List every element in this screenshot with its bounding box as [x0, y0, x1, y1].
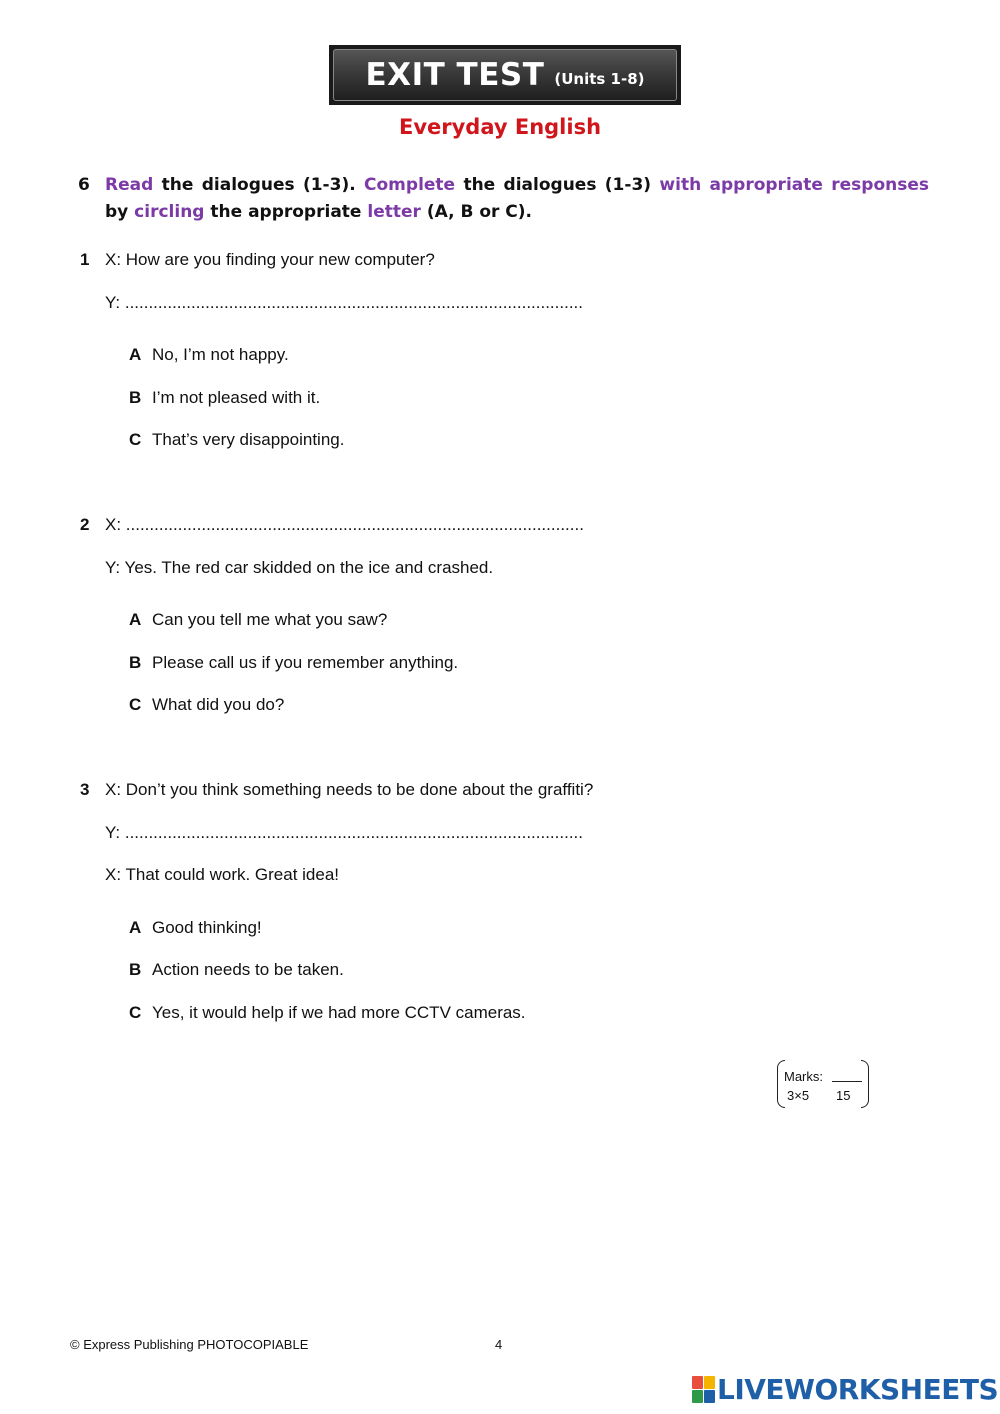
marks-box [777, 1060, 869, 1108]
question-3-line-x2: X: That could work. Great idea! [105, 865, 340, 884]
option-letter: C [129, 430, 142, 449]
question-3-option-c[interactable] [129, 1003, 526, 1023]
instruction-text [105, 172, 929, 226]
logo-square [692, 1390, 703, 1403]
option-text: Can you tell me what you saw? [152, 610, 388, 629]
option-text: No, I’m not happy. [152, 345, 289, 364]
question-3-line-x: X: Don’t you think something needs to be done about the graffiti? [105, 780, 594, 799]
question-2-answer-blank[interactable]: X: ................................................................................................. [105, 515, 584, 534]
instruction-keyword: circling [134, 202, 205, 222]
option-letter: B [129, 960, 142, 979]
question-2-number: 2 [80, 515, 90, 534]
option-letter: C [129, 695, 142, 714]
liveworksheets-logo [692, 1372, 998, 1406]
question-1-answer-blank[interactable]: Y: ................................................................................................. [105, 293, 583, 312]
instruction-fragment: the appropriate [204, 202, 368, 222]
logo-square [704, 1376, 715, 1389]
question-2-option-b[interactable] [129, 653, 458, 673]
option-text: I’m not pleased with it. [152, 388, 321, 407]
instruction-number: 6 [78, 175, 90, 195]
marks-formula: 3×5 [787, 1088, 810, 1103]
section-subtitle: Everyday English [398, 115, 602, 139]
logo-text: LIVEWORKSHEETS [717, 1372, 999, 1406]
option-letter: A [129, 345, 142, 364]
instruction [78, 172, 929, 226]
footer-copyright: © Express Publishing PHOTOCOPIABLE [70, 1337, 309, 1352]
option-letter: B [129, 388, 142, 407]
test-title: EXIT TEST [365, 57, 545, 93]
logo-icon [692, 1376, 714, 1402]
logo-square [692, 1376, 703, 1389]
test-units: (Units 1-8) [554, 70, 645, 88]
marks-score-blank[interactable] [832, 1081, 862, 1082]
marks-total: 15 [836, 1088, 851, 1103]
option-text: What did you do? [152, 695, 285, 714]
option-text: Yes, it would help if we had more CCTV cameras. [152, 1003, 526, 1022]
instruction-keyword: Complete [364, 175, 456, 195]
option-text: Please call us if you remember anything. [152, 653, 459, 672]
option-text: Good thinking! [152, 918, 262, 937]
question-2-line-y: Y: Yes. The red car skidded on the ice and crashed. [105, 558, 494, 577]
question-1-number: 1 [80, 250, 90, 269]
option-letter: B [129, 653, 142, 672]
question-1-line-x: X: How are you finding your new computer? [105, 250, 435, 269]
option-text: That’s very disappointing. [152, 430, 345, 449]
marks-bracket-left [777, 1060, 785, 1108]
option-letter: A [129, 918, 142, 937]
question-3-answer-blank[interactable]: Y: ................................................................................................. [105, 823, 583, 842]
question-3-number: 3 [80, 780, 90, 799]
question-2-option-c[interactable] [129, 695, 284, 715]
option-letter: A [129, 610, 142, 629]
instruction-fragment: by [105, 202, 135, 222]
option-letter: C [129, 1003, 142, 1022]
logo-square [704, 1390, 715, 1403]
question-2-option-a[interactable] [129, 610, 387, 630]
instruction-keyword: with appropriate responses [659, 175, 929, 195]
question-1-option-b[interactable] [129, 388, 320, 408]
instruction-fragment: the dialogues (1-3). [153, 175, 365, 195]
question-1-option-a[interactable] [129, 345, 289, 365]
instruction-fragment: the dialogues (1-3) [455, 175, 660, 195]
marks-label: Marks: [784, 1069, 823, 1084]
question-1-option-c[interactable] [129, 430, 344, 450]
instruction-fragment: (A, B or C). [420, 202, 533, 222]
question-3-option-a[interactable] [129, 918, 262, 938]
instruction-keyword: letter [367, 202, 421, 222]
page-number: 4 [495, 1337, 503, 1352]
instruction-keyword: Read [105, 175, 154, 195]
question-3-option-b[interactable] [129, 960, 344, 980]
option-text: Action needs to be taken. [152, 960, 344, 979]
marks-bracket-right [861, 1060, 869, 1108]
title-banner [329, 45, 681, 105]
